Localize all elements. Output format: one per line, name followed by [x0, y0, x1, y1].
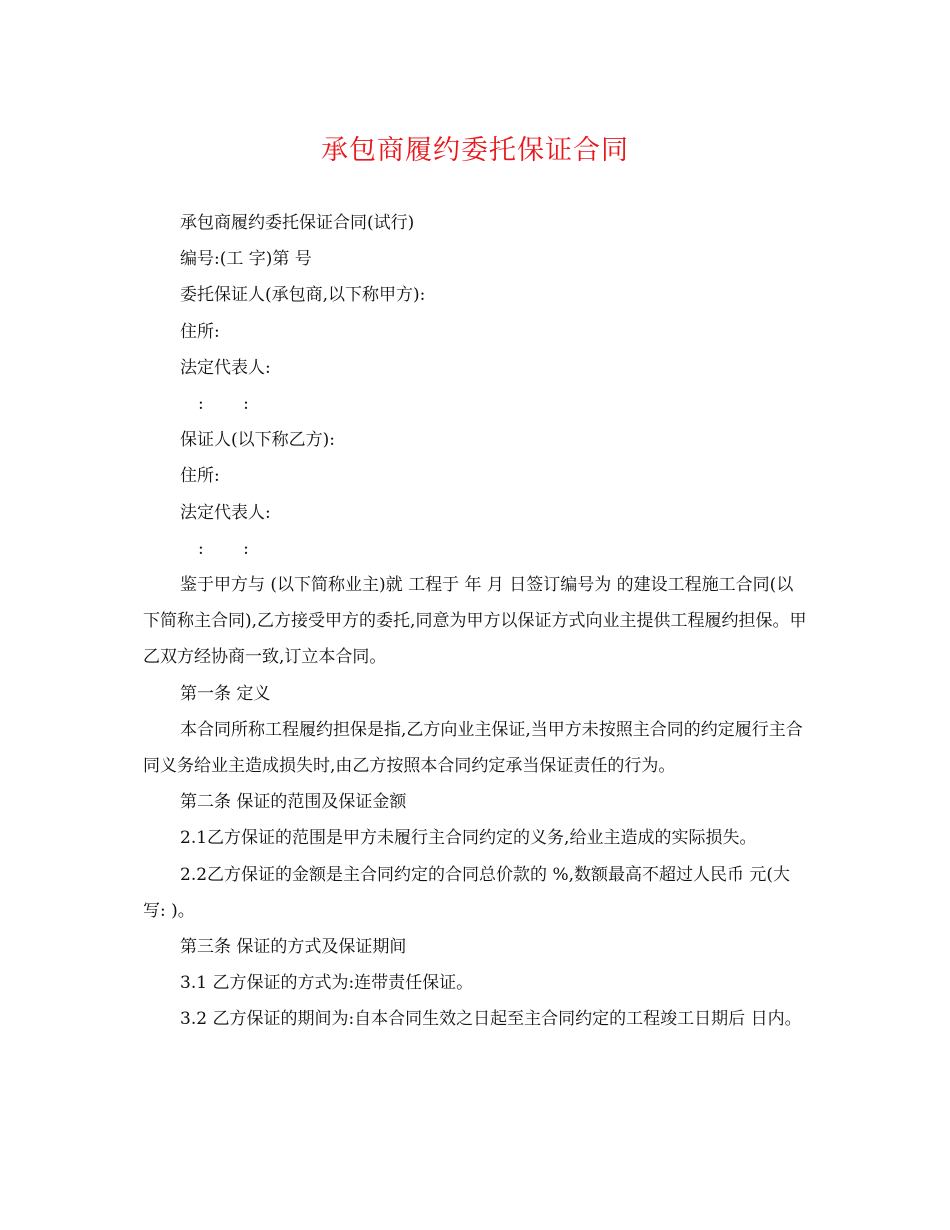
paragraph-party-a-representative: 法定代表人:: [180, 357, 271, 378]
clause-2-1: 2.1乙方保证的范围是甲方未履行主合同约定的义务,给业主造成的实际损失。: [180, 828, 757, 849]
paragraph-subtitle: 承包商履约委托保证合同(试行): [180, 213, 415, 233]
clause-3-2: 3.2 乙方保证的期间为:自本合同生效之日起至主合同约定的工程竣工日期后 日内。: [180, 1009, 802, 1030]
document-title: 承包商履约委托保证合同: [321, 135, 629, 166]
paragraph-party-a-address: 住所:: [180, 321, 220, 342]
article-3-heading: 第三条 保证的方式及保证期间: [180, 937, 407, 958]
paragraph-contract-number: 编号:(工 字)第 号: [180, 249, 312, 270]
paragraph-party-b-representative: 法定代表人:: [180, 502, 271, 523]
paragraph-party-b: 保证人(以下称乙方):: [180, 430, 335, 451]
paragraph-party-a-contact: : :: [198, 394, 249, 415]
clause-2-2: 2.2乙方保证的金额是主合同约定的合同总价款的 %,数额最高不超过人民币 元(大写: )。: [143, 864, 791, 921]
paragraph-preamble: 鉴于甲方与 (以下简称业主)就 工程于 年 月 日签订编号为 的建设工程施工合同(以下简称主合同),乙方接受甲方的委托,同意为甲方以保证方式向业主提供工程履约担保。甲乙双方经协商一致,订立本合同。: [143, 575, 807, 668]
paragraph-party-a: 委托保证人(承包商,以下称甲方):: [180, 285, 426, 306]
article-1-text: 本合同所称工程履约担保是指,乙方向业主保证,当甲方未按照主合同的约定履行主合同义务给业主造成损失时,由乙方按照本合同约定承当保证责任的行为。: [143, 719, 803, 777]
paragraph-party-b-address: 住所:: [180, 466, 220, 487]
clause-3-1: 3.1 乙方保证的方式为:连带责任保证。: [180, 973, 474, 994]
article-1-heading: 第一条 定义: [180, 683, 271, 704]
article-2-heading: 第二条 保证的范围及保证金额: [180, 792, 407, 813]
paragraph-party-b-contact: : :: [198, 538, 249, 559]
document-body: [143, 205, 807, 1038]
